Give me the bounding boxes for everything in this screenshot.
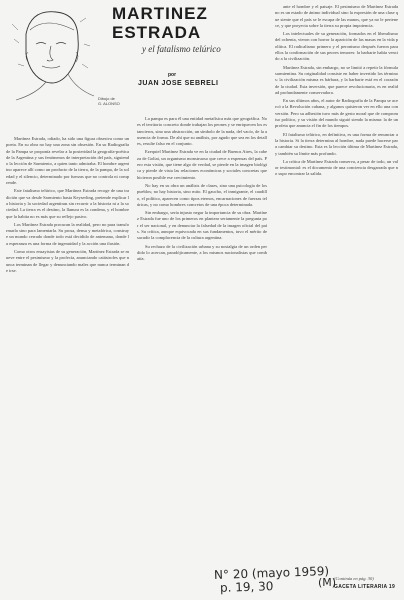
text-column-2 bbox=[137, 116, 267, 562]
paragraph: ante el hombre y el paisaje. El pesimismo de Martínez Estrada no es un estado de ánimo individual sino la expresión de una clase que siente que el país se le escapa de las manos, que ya no le pertenece, y que proyecta sobre la tierra su propia impotencia. bbox=[275, 4, 398, 28]
paragraph: La crítica de Martínez Estrada conserva, a pesar de todo, un valor testimonial: es el documento de una conciencia desgarrada que no supo encontrar la salida. bbox=[275, 158, 398, 177]
handwritten-issue-note: N° 20 (mayo 1959) bbox=[213, 563, 330, 583]
paragraph: Este fatalismo telúrico, que Martínez Estrada recoge de una tradición que va desde Sarmiento hasta Keyserling, pretende explicar la historia y la sociedad argentinas sin recurrir a la historia ni a la sociedad. La tierra es el destino, la llanura es la condena, y el hombre que la habita no es más que su reflejo pasivo. bbox=[6, 188, 129, 219]
paragraph: Ezequiel Martínez Estrada ve en la ciudad de Buenos Aires, la cabeza de Goliat, un organismo monstruoso que crece a expensas del país. Pero esta visión, que tiene algo de verdad, se pierde en la imagen biológica y pierde de vista las relaciones económicas y sociales concretas que hicieron posible ese crecimiento. bbox=[137, 149, 267, 180]
handwritten-mark: (M) bbox=[318, 576, 337, 589]
byline-por: por bbox=[168, 72, 177, 78]
paragraph: Los intelectuales de su generación, formados en el liberalismo del ochenta, vieron con horror la aparición de las masas en la vida política. El radicalismo primero y el peronismo después fueron para ellos la confirmación de sus peores temores: la barbarie había vencido a la civilización. bbox=[275, 31, 398, 62]
caption-artist: G. ALONSO bbox=[98, 101, 120, 106]
paragraph: Su rechazo de la civilización urbana y su nostalgia de un orden perdido lo acercan, paradójicamente, a los mismos nacionalistas que combatía. bbox=[137, 243, 267, 262]
paragraph: En sus últimos años, el autor de Radiografía de la Pampa se acercó a la Revolución cubana, y algunos quisieron ver en ello una conversión. Pero su adhesión tuvo más de gesto moral que de compromiso político, y su visión del mundo siguió siendo la misma: la de un profeta que anuncia el fin de los tiempos. bbox=[275, 98, 398, 129]
continuation-note: (Continúa en pág. 30) bbox=[334, 576, 374, 581]
text-column-3 bbox=[275, 4, 398, 572]
article-title bbox=[112, 4, 208, 42]
paragraph: Como otros ensayistas de su generación, Martínez Estrada se mueve entre el pesimismo y la profecía, anunciando catástrofes que nunca terminan de llegar y denunciando males que nunca terminan de irse. bbox=[6, 249, 129, 273]
paragraph: La pampa es para él una entidad metafísica más que geográfica. No es el territorio concreto donde trabajan los peones y se enriquecen los estancieros, sino una abstracción, un símbolo de la nada, del vacío, de la ausencia de forma. De ahí que su análisis, por agudo que sea en los detalles, resulte falso en el conjunto. bbox=[137, 116, 267, 147]
title-line-1: MARTINEZ bbox=[112, 4, 208, 23]
paragraph: El fatalismo telúrico, en definitiva, es una forma de renunciar a la historia. Si la tierra determina al hombre, nada puede hacerse para cambiar su destino. Esta es la lección última de Martínez Estrada, y también su límite más profundo. bbox=[275, 131, 398, 156]
paragraph: Los Martínez Estrada procuran la realidad, pero no para transformarla sino para lamentarla. Su prosa, densa y metafórica, construye un mundo cerrado donde todo está decidido de antemano, donde la esperanza es una forma de ingenuidad y la acción una ilusión. bbox=[6, 221, 129, 246]
byline-author: JUAN JOSE SEBRELI bbox=[138, 80, 219, 87]
caption-line: Dibujo de bbox=[98, 96, 115, 101]
article-subtitle: y el fatalismo telúrico bbox=[142, 44, 221, 54]
portrait-sketch-illustration bbox=[6, 4, 96, 104]
paragraph: Martínez Estrada, sin embargo, no se limitó a repetir la fórmula sarmientina. Su originalidad consiste en haber invertido los términos: la civilización misma es bárbara, y la barbarie está en el corazón de la ciudad. Esta inversión, que parece revolucionaria, es en realidad profundamente conservadora. bbox=[275, 64, 398, 95]
illustration-caption bbox=[98, 96, 158, 106]
paragraph: No hay en su obra un análisis de clases, sino una psicología de los pueblos; no hay historia, sino mito. El gaucho, el inmigrante, el caudillo, el político, aparecen como tipos eternos, encarnaciones de fuerzas telúricas, y no como hombres concretos de una época determinada. bbox=[137, 182, 267, 207]
handwritten-page-note: p. 19, 30 bbox=[219, 579, 274, 595]
paragraph: Martínez Estrada, odiado, ha sido una figura obsesiva como un poeta. En su obra no hay una zona sin obsesión. En su Radiografía de la Pampa se proponía revelar a la posteridad la geografía-poética de la Argentina y sus fenómenos de interpretación del país, siguiendo la lección de Sarmiento, a quien tanto admiraba. El hombre argentino aparece allí como un producto de la tierra, de la pampa, de la soledad y el silencio, determinado por fuerzas que no controla ni comprende. bbox=[6, 136, 129, 186]
paragraph: Sin embargo, sería injusto negar la importancia de su obra. Martínez Estrada fue uno de los primeros en plantear seriamente la pregunta por el ser nacional, y en denunciar la falsedad de la imagen oficial del país. Su crítica, aunque equivocada en sus fundamentos, tuvo el mérito de sacudir la complacencia de la cultura argentina. bbox=[137, 210, 267, 241]
portrait-drawing bbox=[6, 4, 96, 104]
title-line-2: ESTRADA bbox=[112, 23, 202, 42]
text-column-1 bbox=[6, 136, 129, 532]
magazine-footer: GACETA LITERARIA 19 bbox=[334, 584, 396, 590]
